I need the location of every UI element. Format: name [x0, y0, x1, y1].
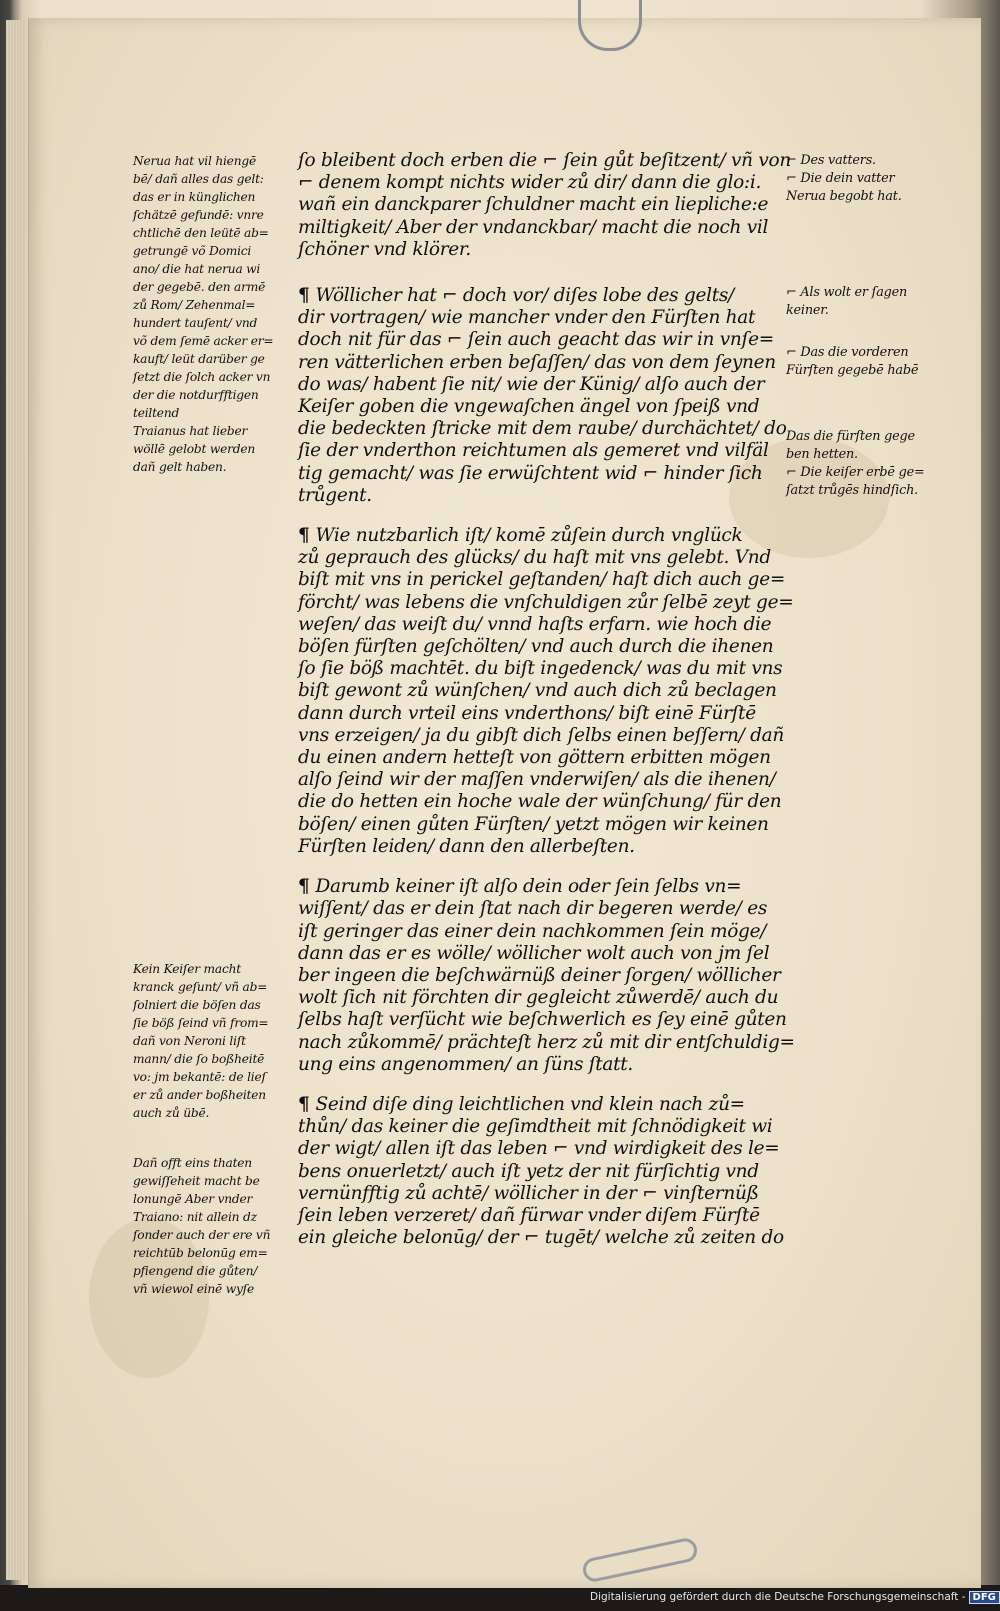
text-line: ¶ Seind diſe ding leichtlichen vnd klein nach zů= — [298, 1093, 745, 1115]
note-line: Traianus hat lieber — [133, 424, 248, 438]
note-line: ſatzt trůgēs hindſich. — [786, 483, 919, 498]
right-margin-note-3 — [786, 344, 946, 380]
text-line: dann das er es wölle/ wöllicher wolt auch von jm ſel — [298, 942, 770, 964]
note-line: chtlichē den leütē ab= — [133, 226, 269, 240]
paragraph-5 — [298, 1093, 784, 1249]
text-line: vns erzeigen/ ja du gibſt dich ſelbs einen beſſern/ dañ — [298, 724, 784, 746]
note-line: ⌐ Die keiſer erbē ge= — [786, 465, 925, 480]
note-line: ⌐ Des vatters. — [786, 153, 876, 168]
text-line: biſt gewont zů wünſchen/ vnd auch dich zů beclagen — [298, 680, 777, 702]
text-line: ſchöner vnd klörer. — [298, 238, 471, 260]
note-line: ſonder auch der ere vñ — [133, 1228, 271, 1242]
text-line: ſein leben verzeret/ dañ fürwar vnder diſem Fürſtē — [298, 1204, 760, 1226]
text-line: bens onuerletzt/ auch iſt yetz der nit fürſichtig vnd — [298, 1160, 759, 1182]
note-line: ano/ die hat nerua wi — [133, 262, 261, 276]
main-text-column — [298, 150, 795, 1267]
text-line: ¶ Wie nutzbarlich iſt/ komē zůſein durch vnglück — [298, 525, 743, 547]
text-line: böſen fürſten geſchölten/ vnd auch durch die ihenen — [298, 636, 774, 658]
note-line: keiner. — [786, 303, 829, 318]
text-line: zů geprauch des glücks/ du haſt mit vns gelebt. Vnd — [298, 547, 771, 569]
text-line: wolt ſich nit förchten dir gegleicht zůwerdē/ auch du — [298, 987, 779, 1009]
note-line: kranck geſunt/ vñ ab= — [133, 980, 268, 994]
note-line: das er in künglichen — [133, 190, 256, 204]
text-line: ⌐ denem kompt nichts wider zů dir/ dann die glo:i. — [298, 172, 762, 194]
note-line: ſchätzē gefundē: vnre — [133, 208, 264, 222]
text-line: die bedeckten ſtricke mit dem raube/ durchächtet/ do — [298, 418, 787, 440]
note-line: teiltend — [133, 406, 180, 420]
note-line: Nerua begobt hat. — [786, 189, 902, 204]
note-line: ben hetten. — [786, 447, 858, 462]
note-line: ⌐ Die dein vatter — [786, 171, 895, 186]
note-line: kauft/ leüt darüber ge — [133, 352, 265, 366]
text-line: miltigkeit/ Aber der vndanckbar/ macht die noch vil — [298, 216, 769, 238]
text-line: dann durch vrteil eins vnderthons/ biſt einē Fürſtē — [298, 702, 756, 724]
paragraph-4 — [298, 876, 795, 1076]
pilcrow-icon: ¶ — [298, 876, 310, 898]
left-margin-note-1 — [133, 152, 283, 476]
text-line: tig gemacht/ was ſie erwüſchtent wid ⌐ hinder ſich — [298, 462, 763, 484]
pilcrow-icon: ¶ — [298, 1093, 310, 1115]
note-line: vñ wiewol einē wyſe — [133, 1282, 254, 1296]
note-line: gewiſſeheit macht be — [133, 1174, 260, 1188]
text-line: weſen/ das weiſt du/ vnnd haſts erfarn. wie hoch die — [298, 613, 772, 635]
credit-text: Digitalisierung gefördert durch die Deutsche Forschungsgemeinschaft - — [590, 1591, 966, 1603]
text-line: Keiſer goben die vngewaſchen ängel von ſpeiß vnd — [298, 396, 760, 418]
left-margin-note-3 — [133, 1154, 283, 1298]
note-line: Traiano: nit allein dz — [133, 1210, 257, 1224]
text-line: biſt mit vns in perickel geſtanden/ haſt dich auch ge= — [298, 569, 786, 591]
digitization-credit — [590, 1591, 1000, 1604]
text-line: ¶ Wöllicher hat ⌐ doch vor/ diſes lobe des gelts/ — [298, 285, 734, 307]
note-line: wöllē gelobt werden — [133, 442, 256, 456]
text-line: ſie der vnderthon reichtumen als gemeret vnd vilfäl — [298, 440, 769, 462]
note-line: der die notdurfftigen — [133, 388, 259, 402]
text-line: ¶ Darumb keiner iſt alſo dein oder ſein ſelbs vn= — [298, 876, 742, 898]
text-line: doch nit für das ⌐ ſein auch geacht das wir in vnſe= — [298, 329, 774, 351]
note-line: ſie böß ſeind vñ from= — [133, 1016, 269, 1030]
paragraph-2 — [298, 285, 787, 507]
note-line: pfiengend die gůten/ — [133, 1264, 258, 1278]
note-line: Kein Keiſer macht — [133, 962, 241, 976]
text-line: ein gleiche belonūg/ der ⌐ tugēt/ welche zů zeiten do — [298, 1227, 784, 1249]
note-line: Fürſten gegebē habē — [786, 363, 919, 378]
text-line: nach zůkommē/ prächteſt herz zů mit dir entſchuldig= — [298, 1031, 795, 1053]
note-line: reichtūb belonūg em= — [133, 1246, 268, 1260]
text-line: wañ ein danckparer ſchuldner macht ein liepliche:e — [298, 194, 769, 216]
note-line: auch zů übē. — [133, 1106, 210, 1120]
text-line: ung eins angenommen/ an ſüns ſtatt. — [298, 1053, 633, 1075]
text-line: du einen andern hetteſt von göttern erbitten mögen — [298, 747, 771, 769]
note-line: hundert tauſent/ vnd — [133, 316, 258, 330]
text-line: ſo bleibent doch erben die ⌐ ſein gůt beſitzent/ vñ von — [298, 150, 791, 171]
note-line: ⌐ Das die vorderen — [786, 345, 909, 360]
pilcrow-icon: ¶ — [298, 285, 310, 307]
note-line: ſolniert die böſen das — [133, 998, 261, 1012]
note-line: dañ von Neroni liſt — [133, 1034, 246, 1048]
text-line: Fürſten leiden/ dann den allerbeſten. — [298, 835, 635, 857]
note-line: ſetzt die ſolch acker vn — [133, 370, 271, 384]
note-line: dañ gelt haben. — [133, 460, 227, 474]
note-line: vo: jm bekantē: de lieſ — [133, 1070, 266, 1084]
note-line: er zů ander boßheiten — [133, 1088, 266, 1102]
text-line: ren vätterlichen erben beſaſſen/ das von dem ſeynen — [298, 351, 776, 373]
dfg-logo: DFG — [969, 1591, 1000, 1604]
text-line: die do hetten ein hoche wale der wünſchung/ für den — [298, 791, 782, 813]
pilcrow-icon: ¶ — [298, 525, 310, 547]
text-line: dir vortragen/ wie mancher vnder den Fürſten hat — [298, 307, 756, 329]
text-line: ſo ſie böß machtēt. du biſt ingedenck/ was du mit vns — [298, 658, 783, 680]
left-margin-note-2 — [133, 960, 283, 1122]
text-line: trůgent. — [298, 484, 372, 506]
note-line: Dañ offt eins thaten — [133, 1156, 252, 1170]
page-stack-edge — [6, 20, 26, 1580]
note-line: getrungē võ Domici — [133, 244, 252, 258]
note-line: Nerua hat vil hiengē — [133, 154, 256, 168]
note-line: ⌐ Als wolt er ſagen — [786, 285, 908, 300]
right-margin-note-2 — [786, 284, 946, 320]
note-line: der gegebē. den armē — [133, 280, 266, 294]
note-line: võ dem ſemē acker er= — [133, 334, 274, 348]
text-line: ſelbs haſt verſücht wie beſchwerlich es ſey einē gůten — [298, 1009, 787, 1031]
right-margin-note-4 — [786, 428, 946, 500]
text-line: böſen/ einen gůten Fürſten/ yetzt mögen wir keinen — [298, 813, 769, 835]
text-line: do was/ habent ſie nit/ wie der Künig/ alſo auch der — [298, 373, 765, 395]
text-line: ber ingeen die beſchwärnüß deiner ſorgen/ wöllicher — [298, 964, 781, 986]
text-line: alſo ſeind wir der maſſen vnderwiſen/ als die ihenen/ — [298, 769, 776, 791]
paragraph-3 — [298, 525, 794, 858]
note-line: mann/ die ſo boßheitē — [133, 1052, 265, 1066]
note-line: lonungē Aber vnder — [133, 1192, 253, 1206]
note-line: zů Rom/ Zehenmal= — [133, 298, 256, 312]
right-margin-note-1 — [786, 152, 946, 206]
text-line: wiſſent/ das er dein ſtat nach dir begeren werde/ es — [298, 898, 768, 920]
text-line: förcht/ was lebens die vnſchuldigen zůr ſelbē zeyt ge= — [298, 591, 794, 613]
text-line: iſt geringer das einer dein nachkommen ſein möge/ — [298, 920, 767, 942]
text-line: vernünfftig zů achtē/ wöllicher in der ⌐ vinſternüß — [298, 1182, 759, 1204]
note-line: Das die fürſten gege — [786, 429, 915, 444]
text-line: thůn/ das keiner die geſimdtheit mit ſchnödigkeit wi — [298, 1116, 773, 1138]
text-line: der wigt/ allen iſt das leben ⌐ vnd wirdigkeit des le= — [298, 1138, 780, 1160]
note-line: bē/ dañ alles das gelt: — [133, 172, 264, 186]
paragraph-1 — [298, 150, 791, 261]
